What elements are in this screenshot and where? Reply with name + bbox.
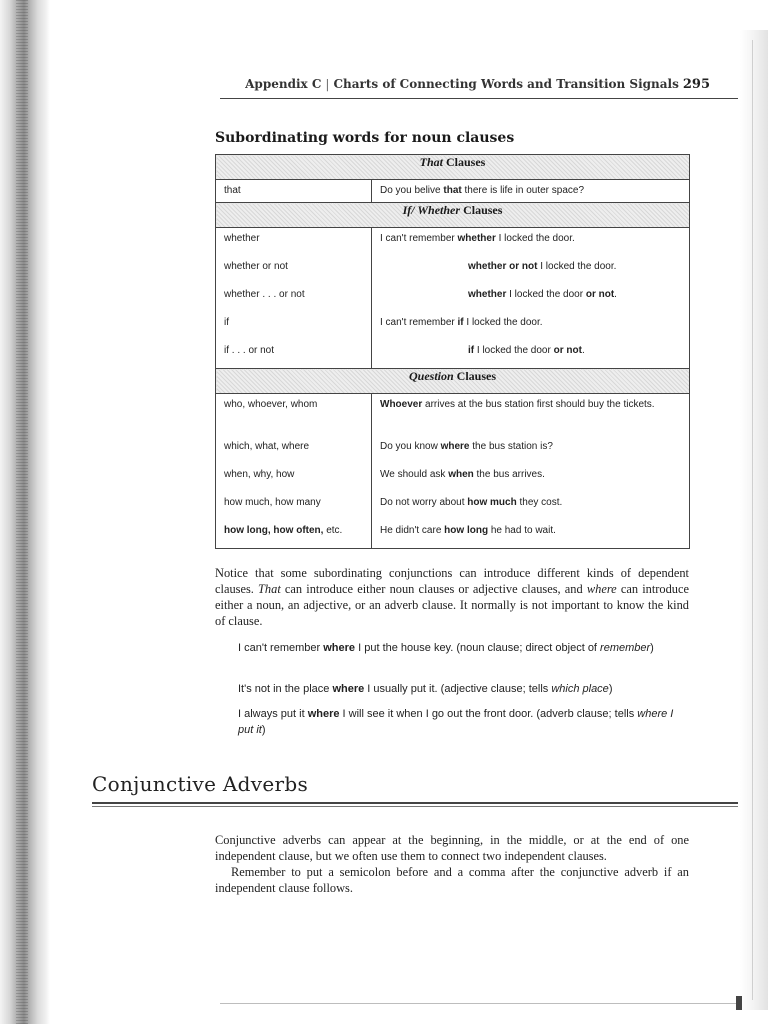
connector-word: which, what, where (224, 441, 310, 452)
connector-word: if (224, 317, 229, 328)
question-clauses-header: Question Clauses (216, 369, 690, 394)
page-edge-shadow (740, 30, 768, 1010)
that-clauses-header: That Clauses (216, 155, 690, 180)
running-header (220, 77, 710, 92)
example-sentence: whether I locked the door or not. (468, 289, 617, 300)
page-bottom-rule (220, 1003, 738, 1004)
conjunctive-adverbs-heading: Conjunctive Adverbs (92, 772, 309, 796)
connector-word: whether (224, 233, 260, 244)
heading-rule (92, 802, 738, 804)
conjunctive-paragraph-1: Conjunctive adverbs can appear at the beginning, in the middle, or at the end of one independent clause, but we often use them to connect two independent clauses. (215, 833, 689, 863)
notice-paragraph: Notice that some subordinating conjunctions can introduce different kinds of dependent clauses. That can introduce either noun clauses or adjective clauses, and where can introduce either a noun, an adjective, or an adverb clause. It normally is not important to know the kind of clause. (215, 566, 689, 628)
section-title: Subordinating words for noun clauses (215, 130, 515, 146)
connector-word: if . . . or not (224, 345, 275, 356)
example-sentence: We should ask when the bus arrives. (380, 469, 545, 480)
example-sentence: Whoever arrives at the bus station first should buy the tickets. (380, 399, 655, 410)
page-number: 295 (682, 77, 710, 92)
connector-word: how much, how many (224, 497, 321, 508)
noun-clause-table (215, 154, 690, 549)
conjunctive-paragraph-2: Remember to put a semicolon before and a comma after the conjunctive adverb if an independent clause follows. (215, 865, 689, 895)
table-row-group (216, 228, 690, 369)
connector-word: how long, how often, etc. (224, 525, 343, 536)
example-sentence: I can't remember if I locked the door. (380, 317, 543, 328)
page-corner-mark (736, 996, 742, 1010)
example-adjective-clause: It's not in the place where I usually put it. (adjective clause; tells which place) (238, 683, 613, 695)
table-row (216, 180, 690, 203)
example-sentence: He didn't care how long he had to wait. (380, 525, 556, 536)
example-sentence: whether or not I locked the door. (468, 261, 617, 272)
heading-rule-thin (92, 806, 738, 807)
example-noun-clause: I can't remember where I put the house key. (noun clause; direct object of remember) (238, 642, 654, 654)
table-header-row (216, 203, 690, 228)
header-title: Charts of Connecting Words and Transition Signals (333, 77, 679, 91)
example-sentence: Do you know where the bus station is? (380, 441, 553, 452)
connector-word: whether . . . or not (224, 289, 305, 300)
example-adverb-clause: I always put it where I will see it when I go out the front door. (adverb clause; tells where I put it) (238, 708, 674, 736)
example-sentence: I can't remember whether I locked the door. (380, 233, 575, 244)
connector-word: who, whoever, whom (224, 399, 318, 410)
header-separator: | (325, 77, 330, 91)
appendix-label: Appendix C (245, 77, 322, 91)
if-whether-clauses-header: If/ Whether Clauses (216, 203, 690, 228)
connector-word: whether or not (224, 261, 288, 272)
table-header-row (216, 369, 690, 394)
table-row-group (216, 394, 690, 549)
header-rule (220, 98, 738, 99)
example-sentence: Do you belive that there is life in outer space? (380, 185, 585, 196)
connector-word: that (224, 185, 241, 196)
connector-word: when, why, how (224, 469, 295, 480)
table-header-row (216, 155, 690, 180)
example-sentence: Do not worry about how much they cost. (380, 497, 563, 508)
book-binding-shadow (0, 0, 50, 1024)
example-sentence: if I locked the door or not. (468, 345, 585, 356)
